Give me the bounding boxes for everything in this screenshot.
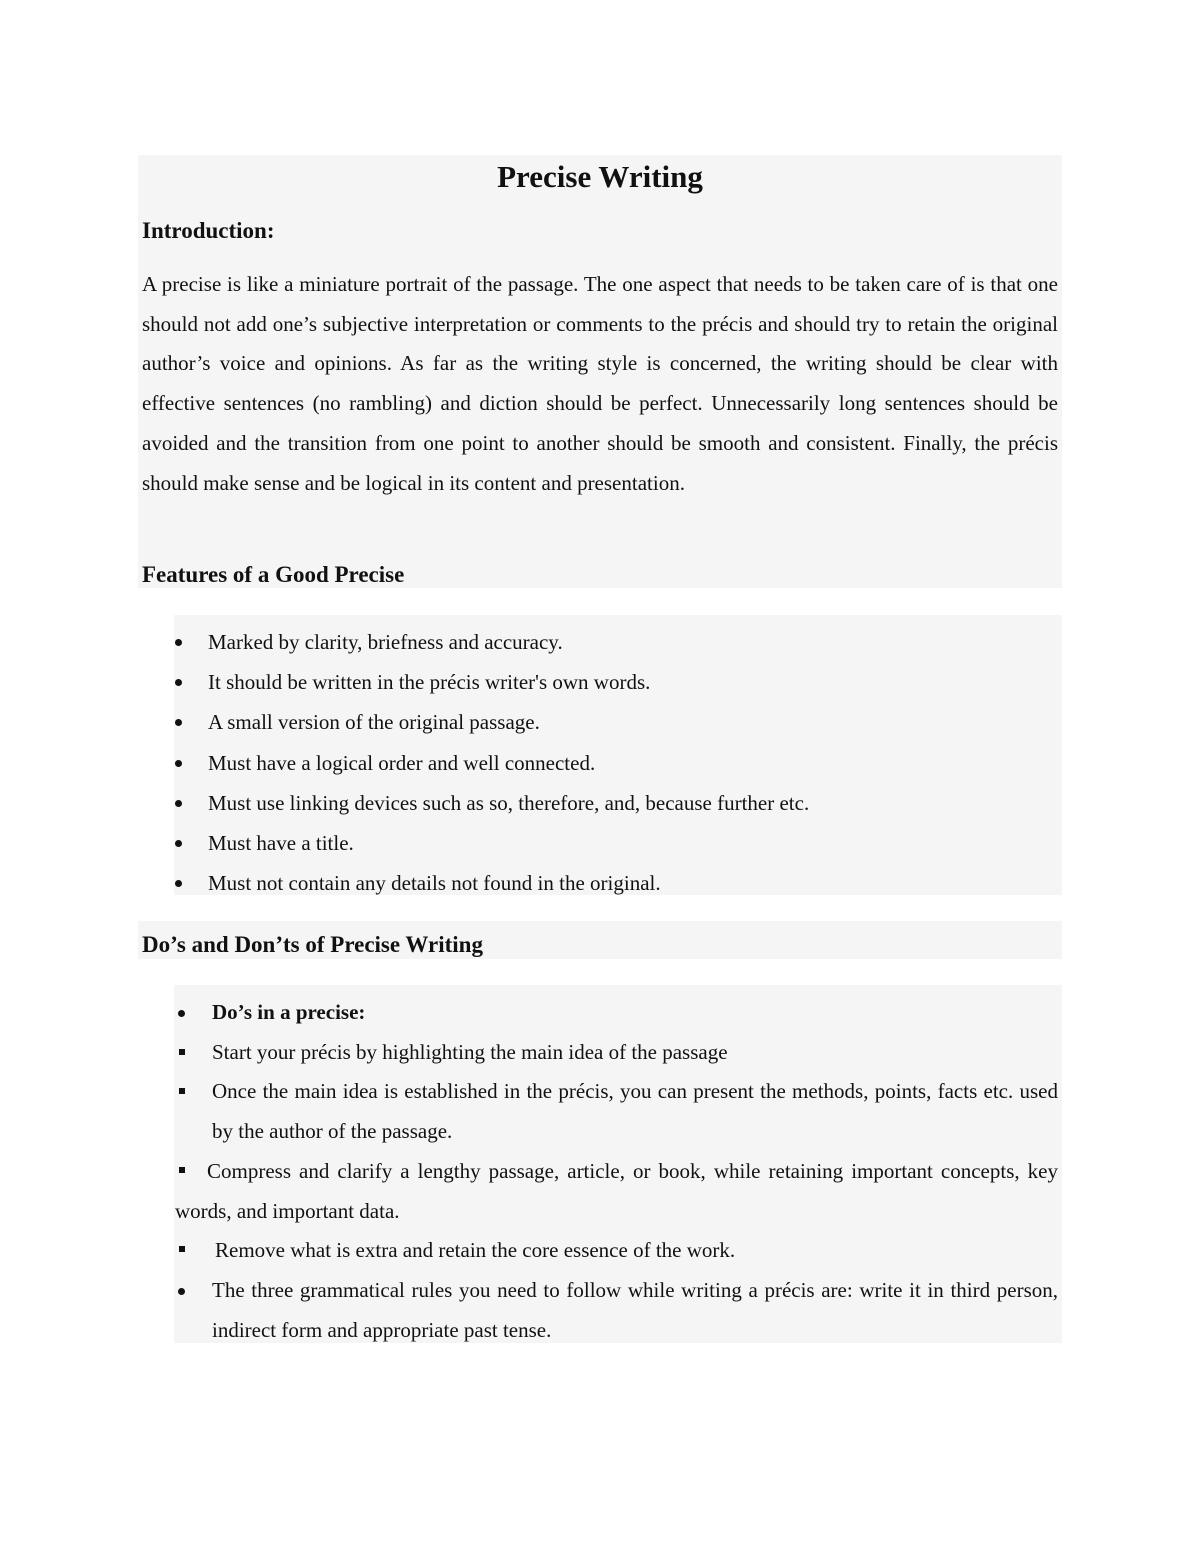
list-item: Must have a logical order and well connected. <box>138 743 1062 783</box>
features-heading: Features of a Good Precise <box>142 562 405 587</box>
list-item: The three grammatical rules you need to follow while writing a précis are: write it in third person, indirect form and appropriate past tense. <box>175 1271 1058 1350</box>
page-title: Precise Writing <box>497 159 703 194</box>
bullet-icon <box>175 840 182 847</box>
features-list <box>138 622 1062 903</box>
list-item: Marked by clarity, briefness and accuracy. <box>138 622 1062 662</box>
list-item: Once the main idea is established in the précis, you can present the methods, points, facts etc. used by the author of the passage. <box>175 1072 1058 1151</box>
list-item: Do’s in a precise: <box>175 993 1058 1033</box>
bullet-icon <box>175 719 182 726</box>
list-item: Start your précis by highlighting the main idea of the passage <box>175 1033 1058 1073</box>
list-item: Must not contain any details not found in the original. <box>138 863 1062 903</box>
bullet-icon <box>178 1288 185 1295</box>
list-item: Must use linking devices such as so, therefore, and, because further etc. <box>138 783 1062 823</box>
bullet-icon <box>175 880 182 887</box>
list-item: A small version of the original passage. <box>138 702 1062 742</box>
list-item: Compress and clarify a lengthy passage, article, or book, while retaining important concepts, key words, and important data. <box>175 1158 1058 1223</box>
list-item: It should be written in the précis writer's own words. <box>138 662 1062 702</box>
bullet-icon <box>175 679 182 686</box>
list-item: Must have a title. <box>138 823 1062 863</box>
introduction-paragraph: A precise is like a miniature portrait of the passage. The one aspect that needs to be taken care of is that one should not add one’s subjective interpretation or comments to the précis and should try to retain the original author’s voice and opinions. As far as the writing style is concerned, the writing should be clear with effective sentences (no rambling) and diction should be perfect. Unnecessarily long sentences should be avoided and the transition from one point to another should be smooth and consistent. Finally, the précis should make sense and be logical in its content and presentation. <box>142 272 1058 495</box>
bullet-icon <box>175 800 182 807</box>
dos-donts-heading: Do’s and Don’ts of Precise Writing <box>142 932 483 957</box>
dos-list <box>175 993 1058 1350</box>
bullet-icon <box>178 1010 185 1017</box>
square-bullet-icon <box>179 1167 185 1173</box>
bullet-icon <box>175 639 182 646</box>
bullet-icon <box>175 760 182 767</box>
list-item: Remove what is extra and retain the core essence of the work. <box>175 1231 1058 1271</box>
introduction-heading: Introduction: <box>142 218 275 243</box>
square-bullet-icon <box>179 1246 185 1252</box>
square-bullet-icon <box>179 1088 185 1094</box>
square-bullet-icon <box>179 1049 185 1055</box>
